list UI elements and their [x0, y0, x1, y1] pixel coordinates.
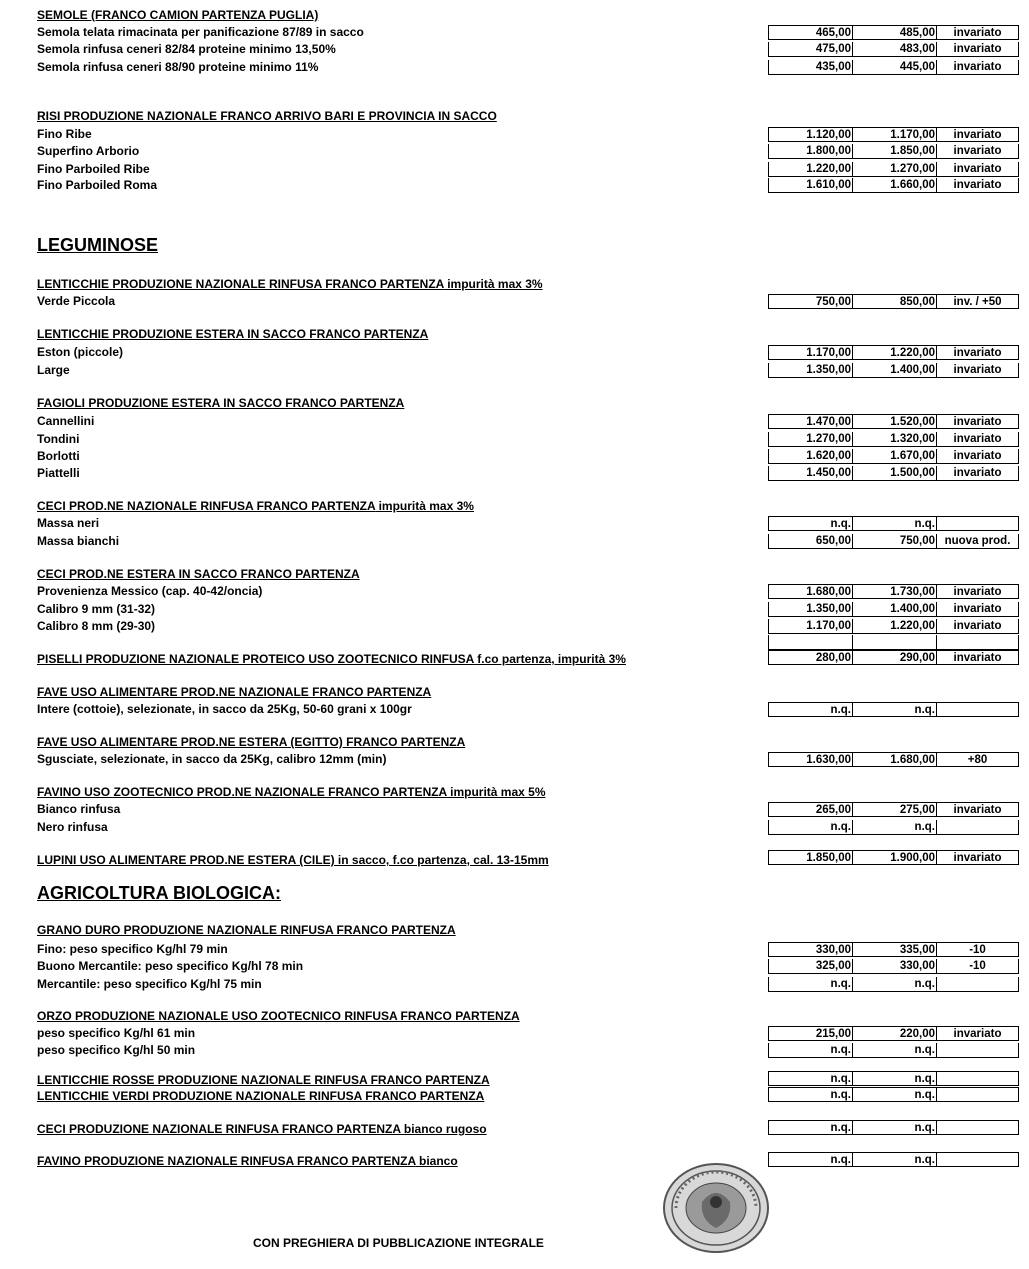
price-max-cell: n.q.	[852, 516, 937, 531]
price-var-cell: invariato	[936, 42, 1019, 57]
price-max-cell	[852, 635, 937, 650]
price-var-cell: nuova prod.	[936, 534, 1019, 549]
section-note: bianco rugoso	[400, 1122, 487, 1136]
section-title: LENTICCHIE PRODUZIONE ESTERA IN SACCO FRANCO PARTENZA	[37, 327, 429, 341]
section-note: bianco	[415, 1154, 458, 1168]
section-title: RISI PRODUZIONE NAZIONALE FRANCO ARRIVO BARI E PROVINCIA IN SACCO	[37, 109, 497, 123]
price-var-cell	[936, 1071, 1019, 1086]
price-max-cell: n.q.	[852, 977, 937, 992]
section-title: LENTICCHIE PRODUZIONE NAZIONALE RINFUSA FRANCO PARTENZA	[37, 277, 444, 291]
price-max-cell: 1.220,00	[852, 619, 937, 634]
price-max-cell: 483,00	[852, 42, 937, 57]
price-min-cell: n.q.	[768, 820, 853, 835]
price-var-cell: invariato	[936, 432, 1019, 447]
section-title: CECI PROD.NE NAZIONALE RINFUSA FRANCO PARTENZA	[37, 499, 376, 513]
row-label: Eston (piccole)	[37, 345, 124, 359]
price-var-cell: invariato	[936, 850, 1019, 865]
price-max-cell: 1.900,00	[852, 850, 937, 865]
price-max-cell: n.q.	[852, 1152, 937, 1167]
row-label: Large	[37, 363, 70, 377]
price-min-cell: n.q.	[768, 516, 853, 531]
price-max-cell: n.q.	[852, 1087, 937, 1102]
price-min-cell: 1.800,00	[768, 144, 853, 159]
row-label: Piattelli	[37, 466, 80, 480]
price-var-cell: -10	[936, 942, 1019, 957]
price-min-cell: 465,00	[768, 25, 853, 40]
row-label: Mercantile: peso specifico Kg/hl 75 min	[37, 977, 262, 991]
price-max-cell: 1.220,00	[852, 345, 937, 360]
section-header	[37, 1122, 487, 1136]
price-var-cell	[936, 1087, 1019, 1102]
section-header	[37, 785, 545, 799]
price-max-cell: 1.680,00	[852, 752, 937, 767]
section-title: FAGIOLI PRODUZIONE ESTERA IN SACCO FRANCO PARTENZA	[37, 396, 405, 410]
row-label: Borlotti	[37, 449, 80, 463]
price-min-cell: 1.350,00	[768, 363, 853, 378]
price-min-cell: 215,00	[768, 1026, 853, 1041]
price-var-cell	[936, 702, 1019, 717]
price-min-cell: 1.610,00	[768, 178, 853, 193]
heading-agricoltura-biologica: AGRICOLTURA BIOLOGICA:	[37, 883, 281, 903]
section-header	[37, 8, 318, 22]
heading-leguminose: LEGUMINOSE	[37, 235, 159, 255]
price-min-cell: n.q.	[768, 702, 853, 717]
price-min-cell: n.q.	[768, 1120, 853, 1135]
price-var-cell: invariato	[936, 25, 1019, 40]
price-var-cell	[936, 516, 1019, 531]
price-max-cell: 1.170,00	[852, 127, 937, 142]
price-max-cell: 1.730,00	[852, 584, 937, 599]
section-header	[37, 735, 465, 749]
price-max-cell: n.q.	[852, 702, 937, 717]
price-max-cell: 750,00	[852, 534, 937, 549]
price-max-cell: 335,00	[852, 942, 937, 957]
price-min-cell: 1.470,00	[768, 414, 853, 429]
price-var-cell: inv. / +50	[936, 294, 1019, 309]
section-header	[37, 499, 474, 513]
row-label: Semola rinfusa ceneri 82/84 proteine minimo 13,50%	[37, 42, 336, 56]
price-min-cell: 325,00	[768, 959, 853, 974]
price-var-cell: invariato	[936, 127, 1019, 142]
price-max-cell: 1.270,00	[852, 162, 937, 177]
row-label: Fino Ribe	[37, 127, 92, 141]
section-title: FAVINO USO ZOOTECNICO PROD.NE NAZIONALE FRANCO PARTENZA	[37, 785, 447, 799]
price-min-cell: 1.680,00	[768, 584, 853, 599]
row-label: Sgusciate, selezionate, in sacco da 25Kg, calibro 12mm (min)	[37, 752, 387, 766]
price-var-cell: invariato	[936, 602, 1019, 617]
row-label: Nero rinfusa	[37, 820, 108, 834]
section-header	[37, 853, 549, 867]
section-header	[37, 923, 456, 937]
row-label: Bianco rinfusa	[37, 802, 121, 816]
price-min-cell: 650,00	[768, 534, 853, 549]
price-var-cell: invariato	[936, 466, 1019, 481]
price-var-cell: +80	[936, 752, 1019, 767]
row-label: Calibro 9 mm (31-32)	[37, 602, 156, 616]
price-max-cell: n.q.	[852, 1120, 937, 1135]
price-min-cell: 435,00	[768, 60, 853, 75]
row-label: peso specifico Kg/hl 61 min	[37, 1026, 196, 1040]
section-title: LUPINI USO ALIMENTARE PROD.NE ESTERA (CILE) in sacco, f.co partenza, cal. 13-15mm	[37, 853, 549, 867]
price-var-cell	[936, 1120, 1019, 1135]
price-min-cell: 1.220,00	[768, 162, 853, 177]
row-label: Massa bianchi	[37, 534, 120, 548]
price-var-cell: invariato	[936, 363, 1019, 378]
row-label: Semola telata rimacinata per panificazione 87/89 in sacco	[37, 25, 364, 39]
section-note: impurità max 3%	[443, 277, 543, 291]
price-var-cell: invariato	[936, 1026, 1019, 1041]
price-var-cell: invariato	[936, 162, 1019, 177]
section-header	[37, 652, 626, 666]
price-max-cell: 330,00	[852, 959, 937, 974]
price-var-cell: invariato	[936, 449, 1019, 464]
price-max-cell: 220,00	[852, 1026, 937, 1041]
section-title: LENTICCHIE ROSSE PRODUZIONE NAZIONALE RINFUSA FRANCO PARTENZA	[37, 1073, 490, 1087]
price-max-cell: n.q.	[852, 1043, 937, 1058]
section-header	[37, 327, 428, 341]
price-min-cell: 265,00	[768, 802, 853, 817]
price-min-cell: n.q.	[768, 1043, 853, 1058]
row-label: Fino Parboiled Ribe	[37, 162, 150, 176]
price-var-cell	[936, 1152, 1019, 1167]
section-header	[37, 396, 404, 410]
section-header	[37, 685, 431, 699]
price-min-cell: n.q.	[768, 977, 853, 992]
price-min-cell: n.q.	[768, 1152, 853, 1167]
section-header	[37, 1089, 484, 1103]
section-title: LENTICCHIE VERDI PRODUZIONE NAZIONALE RINFUSA FRANCO PARTENZA	[37, 1089, 485, 1103]
price-min-cell	[768, 635, 853, 650]
row-label: Massa neri	[37, 516, 100, 530]
price-var-cell: invariato	[936, 414, 1019, 429]
price-var-cell: invariato	[936, 584, 1019, 599]
price-max-cell: 1.850,00	[852, 144, 937, 159]
price-max-cell: 445,00	[852, 60, 937, 75]
section-title: ORZO PRODUZIONE NAZIONALE USO ZOOTECNICO RINFUSA FRANCO PARTENZA	[37, 1009, 520, 1023]
price-min-cell: 1.170,00	[768, 345, 853, 360]
row-label: Provenienza Messico (cap. 40-42/oncia)	[37, 584, 263, 598]
section-title: FAVINO PRODUZIONE NAZIONALE RINFUSA FRANCO PARTENZA	[37, 1154, 416, 1168]
price-max-cell: 1.520,00	[852, 414, 937, 429]
price-max-cell: n.q.	[852, 1071, 937, 1086]
price-min-cell: n.q.	[768, 1087, 853, 1102]
price-min-cell: 475,00	[768, 42, 853, 57]
price-max-cell: 1.500,00	[852, 466, 937, 481]
price-var-cell: -10	[936, 959, 1019, 974]
price-max-cell: 485,00	[852, 25, 937, 40]
section-header	[37, 1154, 458, 1168]
section-note: f.co partenza, impurità 3%	[473, 652, 626, 666]
price-max-cell: 850,00	[852, 294, 937, 309]
row-label: Verde Piccola	[37, 294, 116, 308]
price-var-cell: invariato	[936, 144, 1019, 159]
section-title: SEMOLE (FRANCO CAMION PARTENZA PUGLIA)	[37, 8, 319, 22]
price-min-cell: 1.120,00	[768, 127, 853, 142]
price-var-cell	[936, 1043, 1019, 1058]
price-min-cell: n.q.	[768, 1071, 853, 1086]
section-header	[37, 277, 543, 291]
price-min-cell: 1.170,00	[768, 619, 853, 634]
section-header	[37, 567, 360, 581]
seal-icon	[662, 1162, 770, 1257]
price-max-cell: 1.320,00	[852, 432, 937, 447]
price-max-cell: 290,00	[852, 650, 937, 665]
section-note: impurità max 5%	[446, 785, 546, 799]
price-min-cell: 1.270,00	[768, 432, 853, 447]
section-title: PISELLI PRODUZIONE NAZIONALE PROTEICO USO ZOOTECNICO RINFUSA	[37, 652, 474, 666]
price-var-cell: invariato	[936, 619, 1019, 634]
section-header	[37, 109, 497, 123]
row-label: Buono Mercantile: peso specifico Kg/hl 78 min	[37, 959, 304, 973]
row-label: Semola rinfusa ceneri 88/90 proteine minimo 11%	[37, 60, 319, 74]
price-var-cell: invariato	[936, 650, 1019, 665]
section-note: impurità max 3%	[375, 499, 474, 513]
row-label: Fino: peso specifico Kg/hl 79 min	[37, 942, 228, 956]
section-title: GRANO DURO PRODUZIONE NAZIONALE RINFUSA FRANCO PARTENZA	[37, 923, 456, 937]
price-max-cell: 1.670,00	[852, 449, 937, 464]
section-title: FAVE USO ALIMENTARE PROD.NE NAZIONALE FRANCO PARTENZA	[37, 685, 432, 699]
section-title: CECI PROD.NE ESTERA IN SACCO FRANCO PARTENZA	[37, 567, 360, 581]
price-var-cell	[936, 820, 1019, 835]
price-var-cell: invariato	[936, 178, 1019, 193]
price-var-cell	[936, 977, 1019, 992]
price-min-cell: 1.350,00	[768, 602, 853, 617]
row-label: Superfino Arborio	[37, 144, 140, 158]
row-label: peso specifico Kg/hl 50 min	[37, 1043, 196, 1057]
section-header	[37, 1009, 520, 1023]
price-var-cell: invariato	[936, 345, 1019, 360]
price-max-cell: 1.400,00	[852, 363, 937, 378]
row-label: Cannellini	[37, 414, 95, 428]
row-label: Tondini	[37, 432, 80, 446]
price-var-cell	[936, 635, 1019, 650]
row-label: Intere (cottoie), selezionate, in sacco da 25Kg, 50-60 grani x 100gr	[37, 702, 412, 716]
price-var-cell: invariato	[936, 60, 1019, 75]
price-min-cell: 1.630,00	[768, 752, 853, 767]
price-min-cell: 330,00	[768, 942, 853, 957]
price-max-cell: 275,00	[852, 802, 937, 817]
footer-note: CON PREGHIERA DI PUBBLICAZIONE INTEGRALE	[253, 1236, 544, 1250]
price-min-cell: 280,00	[768, 650, 853, 665]
price-min-cell: 750,00	[768, 294, 853, 309]
section-title: CECI PRODUZIONE NAZIONALE RINFUSA FRANCO PARTENZA	[37, 1122, 401, 1136]
price-min-cell: 1.850,00	[768, 850, 853, 865]
price-var-cell: invariato	[936, 802, 1019, 817]
price-min-cell: 1.620,00	[768, 449, 853, 464]
section-title: FAVE USO ALIMENTARE PROD.NE ESTERA (EGITTO) FRANCO PARTENZA	[37, 735, 466, 749]
row-label: Fino Parboiled Roma	[37, 178, 158, 192]
price-max-cell: 1.660,00	[852, 178, 937, 193]
row-label: Calibro 8 mm (29-30)	[37, 619, 156, 633]
price-max-cell: 1.400,00	[852, 602, 937, 617]
section-header	[37, 1073, 490, 1087]
price-max-cell: n.q.	[852, 820, 937, 835]
price-min-cell: 1.450,00	[768, 466, 853, 481]
